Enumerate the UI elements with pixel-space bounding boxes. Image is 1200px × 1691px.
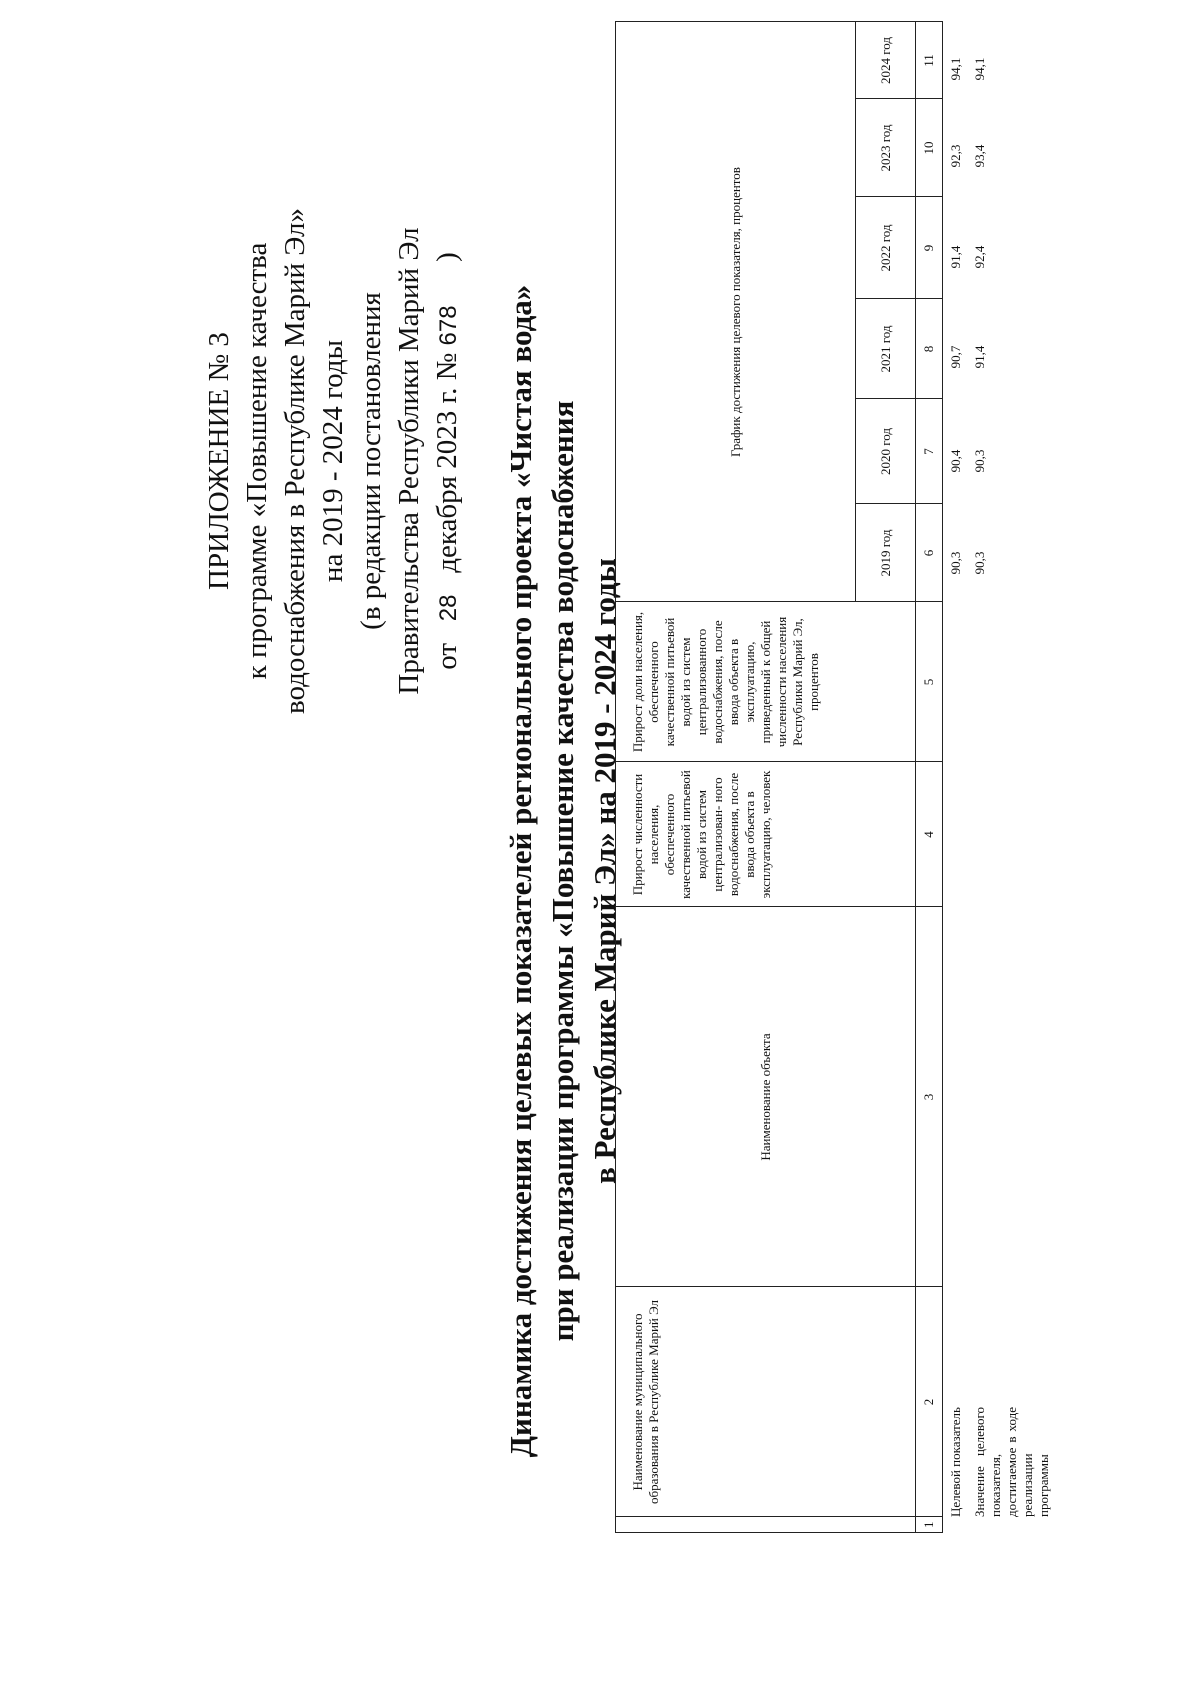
appendix-government: Правительства Республики Марий Эл — [393, 227, 425, 695]
target-value: 90,7 — [948, 345, 963, 369]
achieved-value: 94,1 — [972, 57, 987, 81]
header-year: 2019 год — [856, 504, 916, 602]
target-value: 90,4 — [948, 449, 963, 473]
target-value: 91,4 — [948, 245, 963, 269]
achieved-value: 92,4 — [972, 245, 987, 269]
appendix-program-line: к программе «Повышение качества — [241, 242, 273, 680]
date-day: 28 — [435, 594, 462, 622]
target-indicator-label: Целевой показатель — [948, 1407, 963, 1517]
column-number: 9 — [916, 197, 943, 299]
title-line: при реализации программы «Повышение качества водоснабжения — [545, 400, 580, 1342]
decree-number: 678 — [435, 305, 462, 346]
achieved-value: 90,3 — [972, 449, 987, 473]
header-year: 2021 год — [856, 299, 916, 399]
column-number: 7 — [916, 399, 943, 504]
header-share-growth: Прирост доли населения, обеспеченного качественной питьевой водой из систем централизованного водоснабжения, после ввода объекта в эксплуатацию, приведенный к общей численности населения Республики Марий Эл, процентов — [616, 602, 916, 762]
header-cell-col1 — [616, 1517, 916, 1533]
date-prefix: от — [431, 642, 463, 670]
achieved-value: 93,4 — [972, 144, 987, 168]
appendix-date-line — [428, 181, 468, 741]
indicators-table — [615, 22, 943, 1534]
date-suffix: ) — [431, 252, 463, 262]
appendix-header — [200, 181, 468, 741]
header-year: 2024 год — [856, 22, 916, 99]
title-line: Динамика достижения целевых показателей регионального проекта «Чистая вода» — [503, 284, 538, 1458]
appendix-edition: (в редакции постановления — [355, 292, 387, 630]
achieved-value: 90,3 — [972, 551, 987, 575]
title-line: в Республике Марий Эл» на 2019 - 2024 годы — [587, 558, 622, 1184]
target-value: 92,3 — [948, 144, 963, 168]
column-number: 10 — [916, 99, 943, 197]
indicator-values — [940, 57, 1140, 1533]
column-number: 8 — [916, 299, 943, 399]
header-year: 2022 год — [856, 197, 916, 299]
header-year: 2020 год — [856, 399, 916, 504]
appendix-period: на 2019 - 2024 годы — [317, 339, 349, 583]
column-number: 5 — [916, 602, 943, 762]
column-number: 1 — [916, 1517, 943, 1533]
appendix-number: ПРИЛОЖЕНИЕ № 3 — [203, 332, 235, 590]
document-title — [500, 231, 626, 1511]
column-number: 2 — [916, 1287, 943, 1517]
column-number: 3 — [916, 907, 943, 1287]
header-municipality: Наименование муниципального образования в Республике Марий Эл — [616, 1287, 916, 1517]
header-schedule: График достижения целевого показателя, процентов — [616, 22, 856, 602]
column-number: 11 — [916, 22, 943, 99]
column-number: 6 — [916, 504, 943, 602]
header-object-name: Наименование объекта — [616, 907, 916, 1287]
appendix-program-line: водоснабжения в Республике Марий Эл» — [279, 207, 311, 715]
date-month-year: декабря 2023 г. № — [431, 352, 463, 573]
column-number: 4 — [916, 762, 943, 907]
achieved-value: 91,4 — [972, 345, 987, 369]
header-population-growth: Прирост численности населения, обеспеченного качественной питьевой водой из систем централизован- ного водоснабжения, после ввода объекта в эксплуатацию, человек — [616, 762, 916, 907]
achieved-indicator-label: Значение целевого показателя, достигаемое в ходе реализации программы — [972, 1407, 1051, 1517]
target-value: 90,3 — [948, 551, 963, 575]
target-value: 94,1 — [948, 57, 963, 81]
header-year: 2023 год — [856, 99, 916, 197]
